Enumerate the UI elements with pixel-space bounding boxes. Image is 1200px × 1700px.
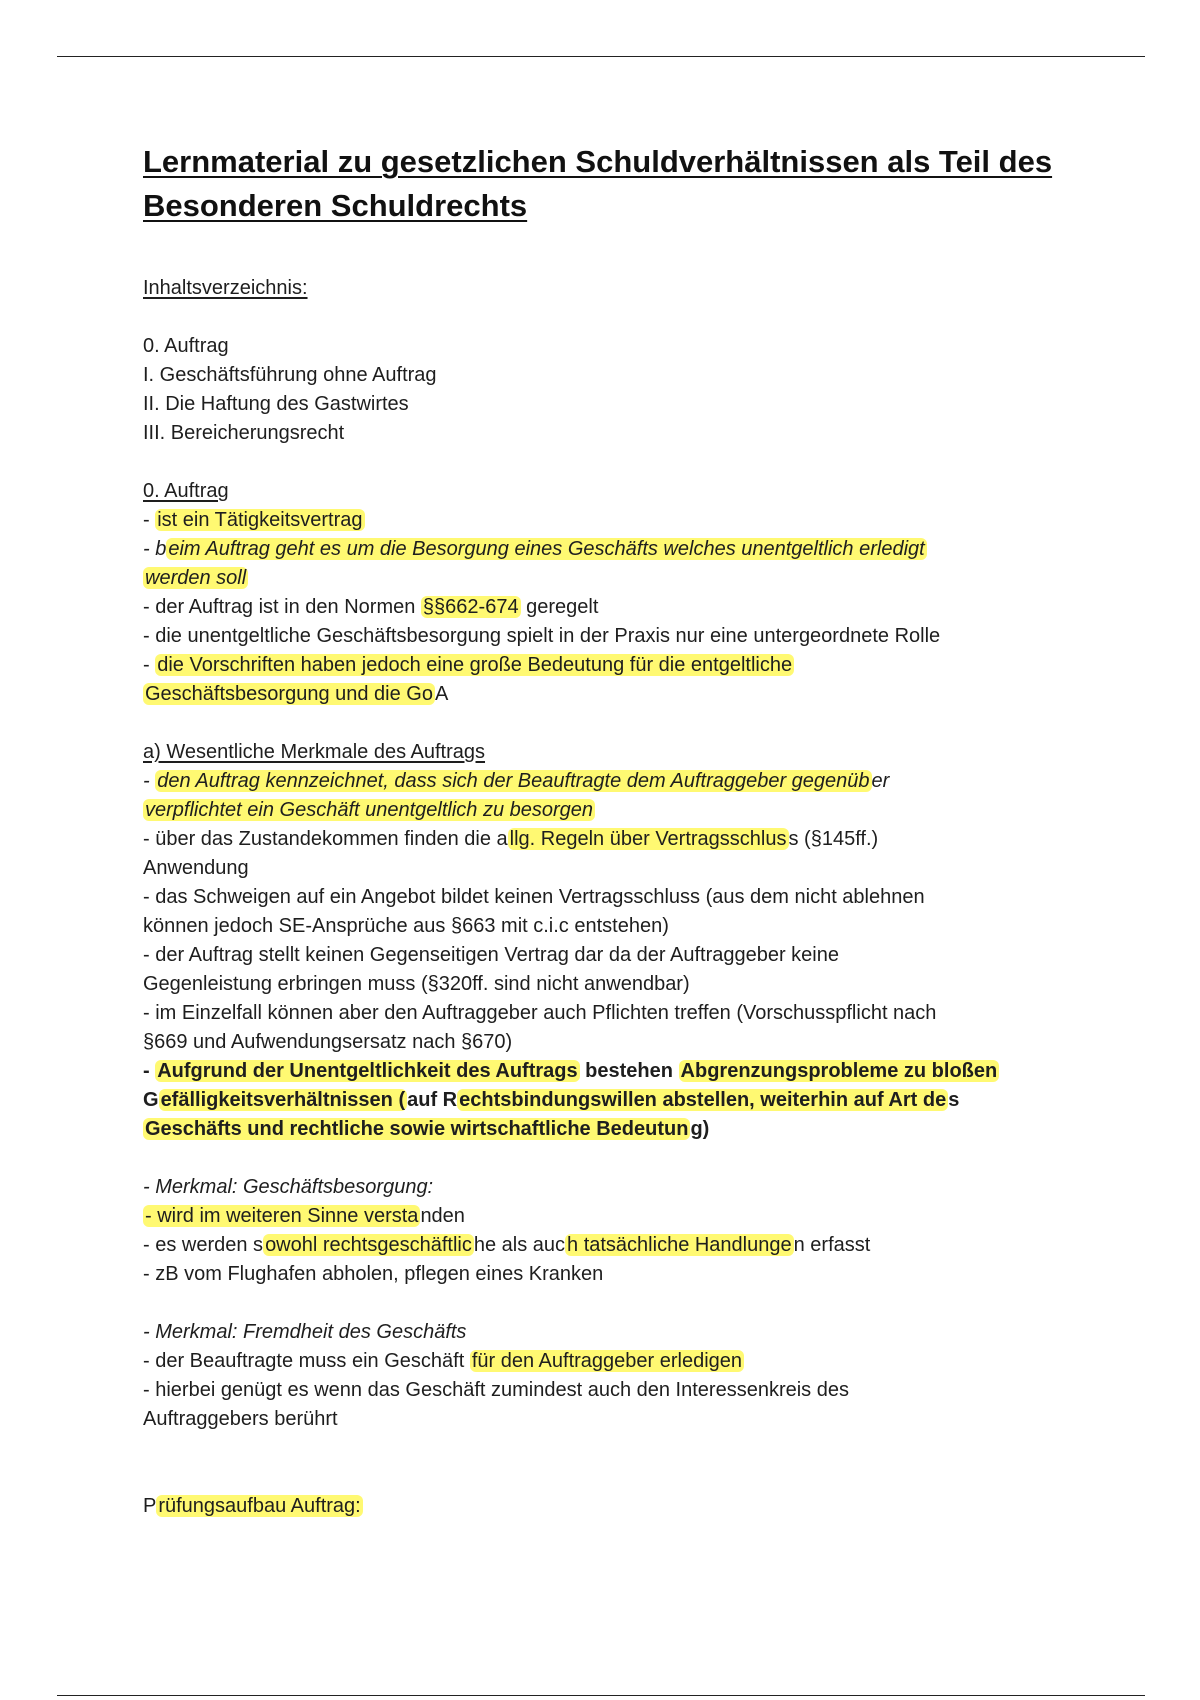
text-line: Auftraggebers berührt — [143, 1408, 338, 1430]
highlight: für den Auftraggeber erledigen — [471, 1350, 743, 1372]
highlight: Geschäftsbesorgung und die Go — [145, 683, 433, 705]
text-line: - im Einzelfall können aber den Auftraggeber auch Pflichten treffen (Vorschusspflicht nach — [143, 1002, 937, 1024]
highlight: verpflichtet ein Geschäft unentgeltlich zu besorgen — [145, 799, 594, 821]
bottom-rule — [57, 1695, 1145, 1696]
text-line: können jedoch SE-Ansprüche aus §663 mit c.i.c entstehen) — [143, 915, 669, 937]
toc-heading: Inhaltsverzeichnis: — [143, 277, 308, 299]
text-line: - hierbei genügt es wenn das Geschäft zumindest auch den Interessenkreis des — [143, 1379, 849, 1401]
text-line: G efälligkeitsverhältnissen ( auf R echtsbindungswillen abstellen, weiterhin auf Art de s — [143, 1089, 960, 1111]
subsection-heading: - Merkmal: Geschäftsbesorgung: — [143, 1176, 434, 1198]
text-line: - zB vom Flughafen abholen, pflegen eines Kranken — [143, 1263, 604, 1285]
text-line: - ist ein Tätigkeitsvertrag — [143, 509, 363, 531]
highlight: efälligkeitsverhältnissen ( — [160, 1089, 406, 1111]
text-line: Geschäftsbesorgung und die Go A — [145, 683, 449, 705]
highlight: h tatsächliche Handlunge — [567, 1234, 792, 1256]
text-line: - das Schweigen auf ein Angebot bildet keinen Vertragsschluss (aus dem nicht ablehnen — [143, 886, 925, 908]
toc-item: II. Die Haftung des Gastwirtes — [143, 393, 409, 415]
text-line: - b eim Auftrag geht es um die Besorgung eines Geschäfts welches unentgeltlich erledigt — [143, 538, 925, 560]
section-merkmale — [143, 738, 1083, 1144]
text-line: - die Vorschriften haben jedoch eine große Bedeutung für die entgeltliche — [143, 654, 793, 676]
text-line: Anwendung — [143, 857, 249, 879]
section-auftrag — [143, 477, 1083, 709]
document-title — [143, 140, 1083, 228]
top-rule — [57, 56, 1145, 57]
highlight: echtsbindungswillen abstellen, weiterhin auf Art de — [459, 1089, 947, 1111]
highlight: eim Auftrag geht es um die Besorgung eines Geschäfts welches unentgeltlich erledigt — [168, 538, 925, 560]
toc-item: 0. Auftrag — [143, 335, 229, 357]
document-body — [143, 140, 1083, 1521]
text-line: - der Beauftragte muss ein Geschäft für den Auftraggeber erledigen — [143, 1350, 743, 1372]
text-line — [143, 796, 1083, 825]
section-fremdheit — [143, 1318, 1083, 1434]
subsection-heading: - Merkmal: Fremdheit des Geschäfts — [143, 1321, 467, 1343]
section-heading: 0. Auftrag — [143, 480, 229, 502]
text-line: - es werden s owohl rechtsgeschäftlic he als auc h tatsächliche Handlunge n erfasst — [143, 1234, 871, 1256]
text-line: - Aufgrund der Unentgeltlichkeit des Auftrags bestehen Abgrenzungsprobleme zu bloßen — [143, 1060, 998, 1082]
toc-item: III. Bereicherungsrecht — [143, 422, 345, 444]
text-line: - der Auftrag ist in den Normen §§662-674 geregelt — [143, 596, 599, 618]
text-line: P rüfungsaufbau Auftrag: — [143, 1495, 361, 1517]
highlight: Aufgrund der Unentgeltlichkeit des Auftrags — [157, 1060, 578, 1082]
text-line: - wird im weiteren Sinne versta nden — [145, 1205, 465, 1227]
highlight: §§662-674 — [422, 596, 519, 618]
text-line: - über das Zustandekommen finden die a llg. Regeln über Vertragsschlus s (§145ff.) — [143, 828, 879, 850]
section-heading: a) Wesentliche Merkmale des Auftrags — [143, 741, 486, 763]
table-of-contents — [143, 274, 1083, 448]
text-line: §669 und Aufwendungsersatz nach §670) — [143, 1031, 513, 1053]
text-line — [143, 564, 1083, 593]
section-pruefungsaufbau — [143, 1492, 1083, 1521]
highlight: llg. Regeln über Vertragsschlus — [509, 828, 787, 850]
title-line: Besonderen Schuldrechts — [143, 188, 528, 223]
highlight: werden soll — [145, 567, 247, 589]
highlight: rüfungsaufbau Auftrag: — [158, 1495, 361, 1517]
text-line: - den Auftrag kennzeichnet, dass sich der Beauftragte dem Auftraggeber gegenüb er — [143, 770, 890, 792]
text-line: Gegenleistung erbringen muss (§320ff. sind nicht anwendbar) — [143, 973, 690, 995]
toc-item: I. Geschäftsführung ohne Auftrag — [143, 364, 437, 386]
highlight: ist ein Tätigkeitsvertrag — [157, 509, 363, 531]
highlight: den Auftrag kennzeichnet, dass sich der Beauftragte dem Auftraggeber gegenüb — [157, 770, 870, 792]
highlight: Abgrenzungsprobleme zu bloßen — [680, 1060, 998, 1082]
highlight: die Vorschriften haben jedoch eine große Bedeutung für die entgeltliche — [157, 654, 793, 676]
text-line: - die unentgeltliche Geschäftsbesorgung spielt in der Praxis nur eine untergeordnete Rolle — [143, 625, 941, 647]
section-geschaeftsbesorgung — [143, 1173, 1083, 1289]
title-line: Lernmaterial zu gesetzlichen Schuldverhältnissen als Teil des — [143, 144, 1053, 179]
highlight: Geschäfts und rechtliche sowie wirtschaftliche Bedeutun — [145, 1118, 689, 1140]
text-line: - der Auftrag stellt keinen Gegenseitigen Vertrag dar da der Auftraggeber keine — [143, 944, 839, 966]
text-line: Geschäfts und rechtliche sowie wirtschaftliche Bedeutun g) — [145, 1118, 710, 1140]
highlight: - wird im weiteren Sinne versta — [145, 1205, 419, 1227]
highlight: owohl rechtsgeschäftlic — [265, 1234, 472, 1256]
